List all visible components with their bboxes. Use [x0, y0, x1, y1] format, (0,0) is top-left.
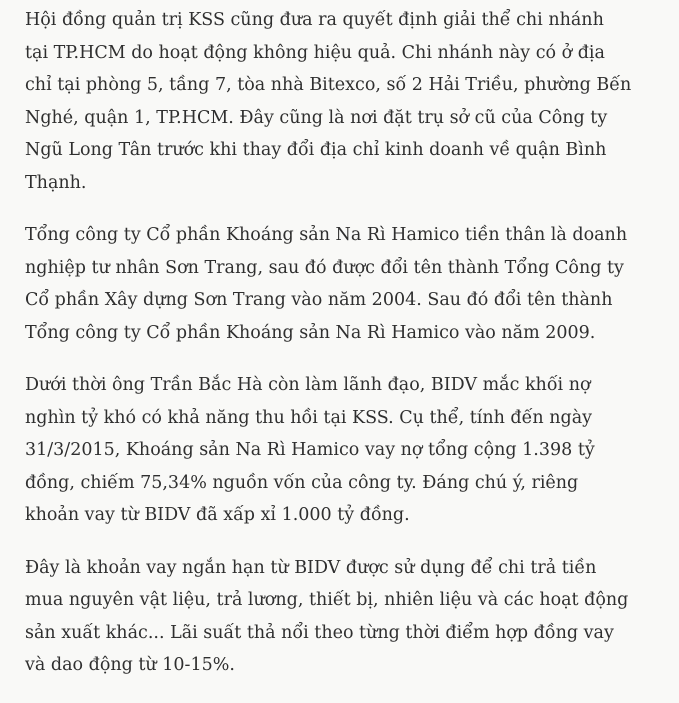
text-line: Hội đồng quản trị KSS cũng đưa ra quyết định giải thể chi nhánh — [25, 10, 604, 30]
text-line: 31/3/2015, Khoáng sản Na Rì Hamico vay nợ tổng cộng 1.398 tỷ — [25, 440, 595, 460]
text-line: sản xuất khác... Lãi suất thả nổi theo từng thời điểm hợp đồng vay — [25, 622, 614, 643]
text-line: Tổng công ty Cổ phần Khoáng sản Na Rì Hamico tiền thân là doanh — [25, 225, 628, 245]
paragraph-short-term-loan — [25, 552, 675, 682]
text-line: Cổ phần Xây dựng Sơn Trang vào năm 2004. Sau đó đổi tên thành — [25, 290, 613, 310]
text-line: chỉ tại phòng 5, tầng 7, tòa nhà Bitexco, số 2 Hải Triều, phường Bến — [25, 75, 632, 95]
text-line: nghiệp tư nhân Sơn Trang, sau đó được đổi tên thành Tổng Công ty — [25, 257, 624, 278]
text-line: tại TP.HCM do hoạt động không hiệu quả. Chi nhánh này có ở địa — [25, 42, 605, 63]
paragraph-bidv-debt — [25, 369, 675, 532]
paragraph-hamico-history — [25, 219, 675, 349]
article-body — [25, 4, 675, 702]
paragraph-kss-branch-dissolution — [25, 4, 675, 199]
text-line: và dao động từ 10-15%. — [25, 655, 235, 675]
text-line: nghìn tỷ khó có khả năng thu hồi tại KSS. Cụ thể, tính đến ngày — [25, 407, 593, 428]
text-line: Ngũ Long Tân trước khi thay đổi địa chỉ kinh doanh về quận Bình — [25, 140, 607, 160]
text-line: đồng, chiếm 75,34% nguồn vốn của công ty. Đáng chú ý, riêng — [25, 472, 579, 493]
text-line: Nghé, quận 1, TP.HCM. Đây cũng là nơi đặt trụ sở cũ của Công ty — [25, 107, 608, 128]
text-line: Thạnh. — [25, 172, 87, 193]
text-line: Dưới thời ông Trần Bắc Hà còn làm lãnh đạo, BIDV mắc khối nợ — [25, 375, 591, 395]
text-line: Đây là khoản vay ngắn hạn từ BIDV được sử dụng để chi trả tiền — [25, 557, 597, 578]
text-line: Tổng công ty Cổ phần Khoáng sản Na Rì Hamico vào năm 2009. — [25, 322, 596, 343]
text-line: mua nguyên vật liệu, trả lương, thiết bị, nhiên liệu và các hoạt động — [25, 590, 629, 610]
text-line: khoản vay từ BIDV đã xấp xỉ 1.000 tỷ đồng. — [25, 505, 410, 525]
